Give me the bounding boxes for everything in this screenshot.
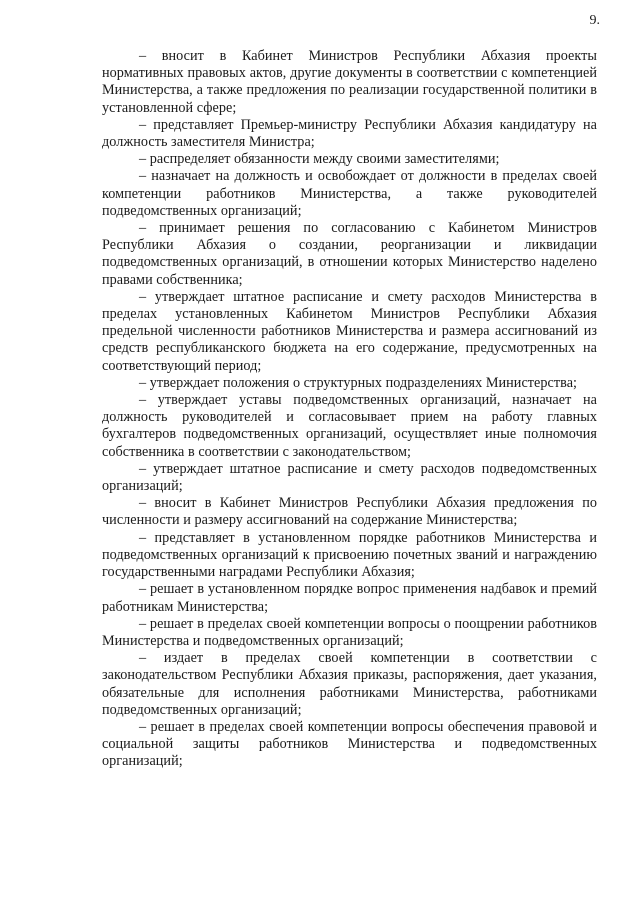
list-item: – распределяет обязанности между своими заместителями; [139,151,500,168]
list-item: – назначает на должность и освобождает от должности в пределах своей компетенции работников Министерства, а также руководителей подведомственных организаций; [102,168,597,219]
page-number: 9. [589,13,600,28]
list-item: – принимает решения по согласованию с Кабинетом Министров Республики Абхазия о создании, реорганизации и ликвидации подведомственных организаций, в отношении которых Министерство наделено правами собственника; [102,220,597,288]
document-body [102,48,597,771]
list-item: – представляет в установленном порядке работников Министерства и подведомственных организаций к присвоению почетных званий и награждению государственными наградами Республики Абхазия; [102,529,597,581]
list-item: – вносит в Кабинет Министров Республики Абхазия предложения по численности и размеру ассигнований на содержание Министерства; [102,495,597,529]
list-item: – вносит в Кабинет Министров Республики Абхазия проекты нормативных правовых актов, другие документы в соответствии с компетенцией Министерства, а также предложения по реализации государственной политики в установленной сфере; [102,48,597,116]
list-item: – издает в пределах своей компетенции в соответствии с законодательством Республики Абхазия приказы, распоряжения, дает указания, обязательные для исполнения работниками Министерства, работниками подведомственных организаций; [102,650,597,718]
list-item: – утверждает штатное расписание и смету расходов Министерства в пределах установленных Кабинетом Министров Республики Абхазия предельной численности работников Министерства и размера ассигнований из средств республиканского бюджета на его содержание, предусмотренных на соответствующий период; [102,288,597,374]
list-item: – представляет Премьер-министру Республики Абхазия кандидатуру на должность заместителя Министра; [102,116,597,151]
list-item: – решает в пределах своей компетенции вопросы о поощрении работников Министерства и подведомственных организаций; [102,615,597,649]
list-item: – утверждает положения о структурных подразделениях Министерства; [139,374,578,391]
list-item: – решает в пределах своей компетенции вопросы обеспечения правовой и социальной защиты работников Министерства и подведомственных организаций; [102,718,597,770]
list-item: – утверждает штатное расписание и смету расходов подведомственных организаций; [102,460,597,495]
list-item: – утверждает уставы подведомственных организаций, назначает на должность руководителей и согласовывает прием на работу главных бухгалтеров подведомственных организаций, осуществляет иные полномочия собственника в соответствии с законодательством; [102,392,597,460]
list-item: – решает в установленном порядке вопрос применения надбавок и премий работникам Министерства; [102,581,597,615]
